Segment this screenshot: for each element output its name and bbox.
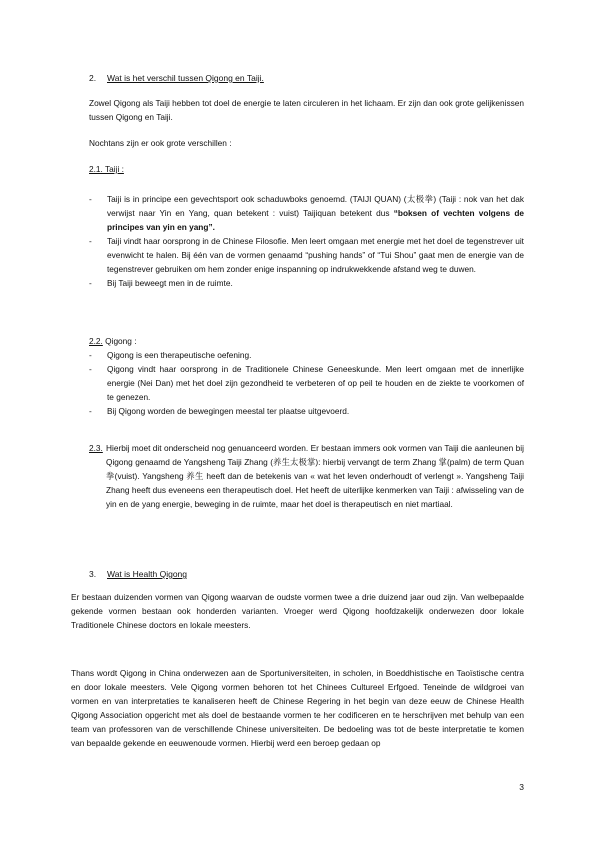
qigong-item-2: - Qigong vindt haar oorsprong in de Traditionele Chinese Geneeskunde. Men leert omgaan met de innerlijke energie (Nei Dan) met het doel zijn gezondheid te verbeteren of op peil te houden en de ziekte te voorkomen of te genezen. [89, 362, 524, 404]
taiji-item-3: - Bij Taiji beweegt men in de ruimte. [89, 276, 524, 290]
qigong-heading-num: 2.2. [89, 336, 103, 346]
taiji-item-2: - Taiji vindt haar oorsprong in de Chinese Filosofie. Men leert omgaan met energie met het doel de tegenstrever uit evenwicht te halen. Bij één van de vormen genaamd “pushing hands” of “Tui Shou” gaat men de energie van de tegenstrever gebruiken om hem zonder enige inspanning op indrukwekkende afstand weg te duwen. [89, 234, 524, 276]
section-3-heading [89, 567, 187, 581]
section-3-paragraph-1: Er bestaan duizenden vormen van Qigong waarvan de oudste vormen twee a drie duizend jaar oud zijn. Van welbepaalde gekende vormen bestaan ook honderden varianten. Vroeger werd Qigong hoofdzakelijk onderwezen door lokale Traditionele Chinese doctors en lokale meesters. [71, 592, 524, 630]
section-3-title: Wat is Health Qigong [107, 569, 187, 579]
section-2-title: Wat is het verschil tussen Qigong en Taiji. [107, 73, 264, 83]
taiji-list [89, 192, 524, 290]
section-2-intro: Zowel Qigong als Taiji hebben tot doel de energie te laten circuleren in het lichaam. Er zijn dan ook grote gelijkenissen tussen Qigong en Taiji. [89, 98, 524, 122]
qigong-list [89, 348, 524, 418]
taiji-heading [89, 162, 124, 176]
taiji-item-1-bold: “boksen of vechten volgens de principes van yin en yang” [107, 208, 525, 232]
page-number: 3 [519, 782, 524, 792]
taiji-item-1-text: Taiji is in principe een gevechtsport ook schaduwboks genoemd. (TAIJI QUAN) (太极拳) (Taiji : nok van het dak verwijst naar Yin en Yang, quan betekent : vuist) Taijiquan betekent dus [107, 194, 524, 218]
qigong-item-3: - Bij Qigong worden de bewegingen meestal ter plaatse uitgevoerd. [89, 404, 524, 418]
section-2-differences: Nochtans zijn er ook grote verschillen : [89, 138, 232, 148]
nuance-text: Hierbij moet dit onderscheid nog genuanceerd worden. Er bestaan immers ook vormen van Taiji die aanleunen bij Qigong genaamd de Yangsheng Taiji Zhang (养生太极掌): hierbij vervangt de term Zhang 掌(palm) de term Quan 拳(vuist). Yangsheng 养生 heeft dan de betekenis van « wat het leven onderhoudt of verlengt ». Yangsheng Taiji Zhang heeft dus eveneens een therapeutisch doel. Het heeft de uiterlijke kenmerken van Taiji : afwisseling van de yin en de yang energie, beweging in de ruimte, maar het doel is therapeutisch en niet martiaal. [106, 443, 524, 509]
taiji-item-1-end: . [212, 222, 215, 232]
section-2-heading [89, 71, 264, 85]
nuance-paragraph [89, 441, 524, 511]
section-2-number: 2. [89, 73, 97, 83]
qigong-heading [89, 334, 137, 348]
taiji-item-1 [89, 192, 524, 234]
nuance-label: 2.3. [89, 443, 103, 453]
qigong-item-1: - Qigong is een therapeutische oefening. [89, 348, 524, 362]
qigong-heading-text: Qigong : [102, 336, 137, 346]
section-3-paragraph-2: Thans wordt Qigong in China onderwezen aan de Sportuniversiteiten, in scholen, in Boeddhistische en Taoïstische centra en door lokale meesters. Vele Qigong vormen behoren tot het Chinees Cultureel Erfgoed. Teneinde de wildgroei van vormen en van interpretaties te kanaliseren heeft de Chinese Regering in het begin van deze eeuw de Chinese Health Qigong Association opgericht met als doel de bestaande vormen te her codificeren en te herschrijven met behulp van een team van professoren van de verschillende Chinese universiteiten. De bedoeling was tot de beste interpretatie te komen van bepaalde gekende en eeuwenoude vormen. Hierbij werd een beroep gedaan op [71, 668, 524, 748]
taiji-heading-text: 2.1. Taiji : [89, 164, 124, 174]
section-3-number: 3. [89, 569, 97, 579]
